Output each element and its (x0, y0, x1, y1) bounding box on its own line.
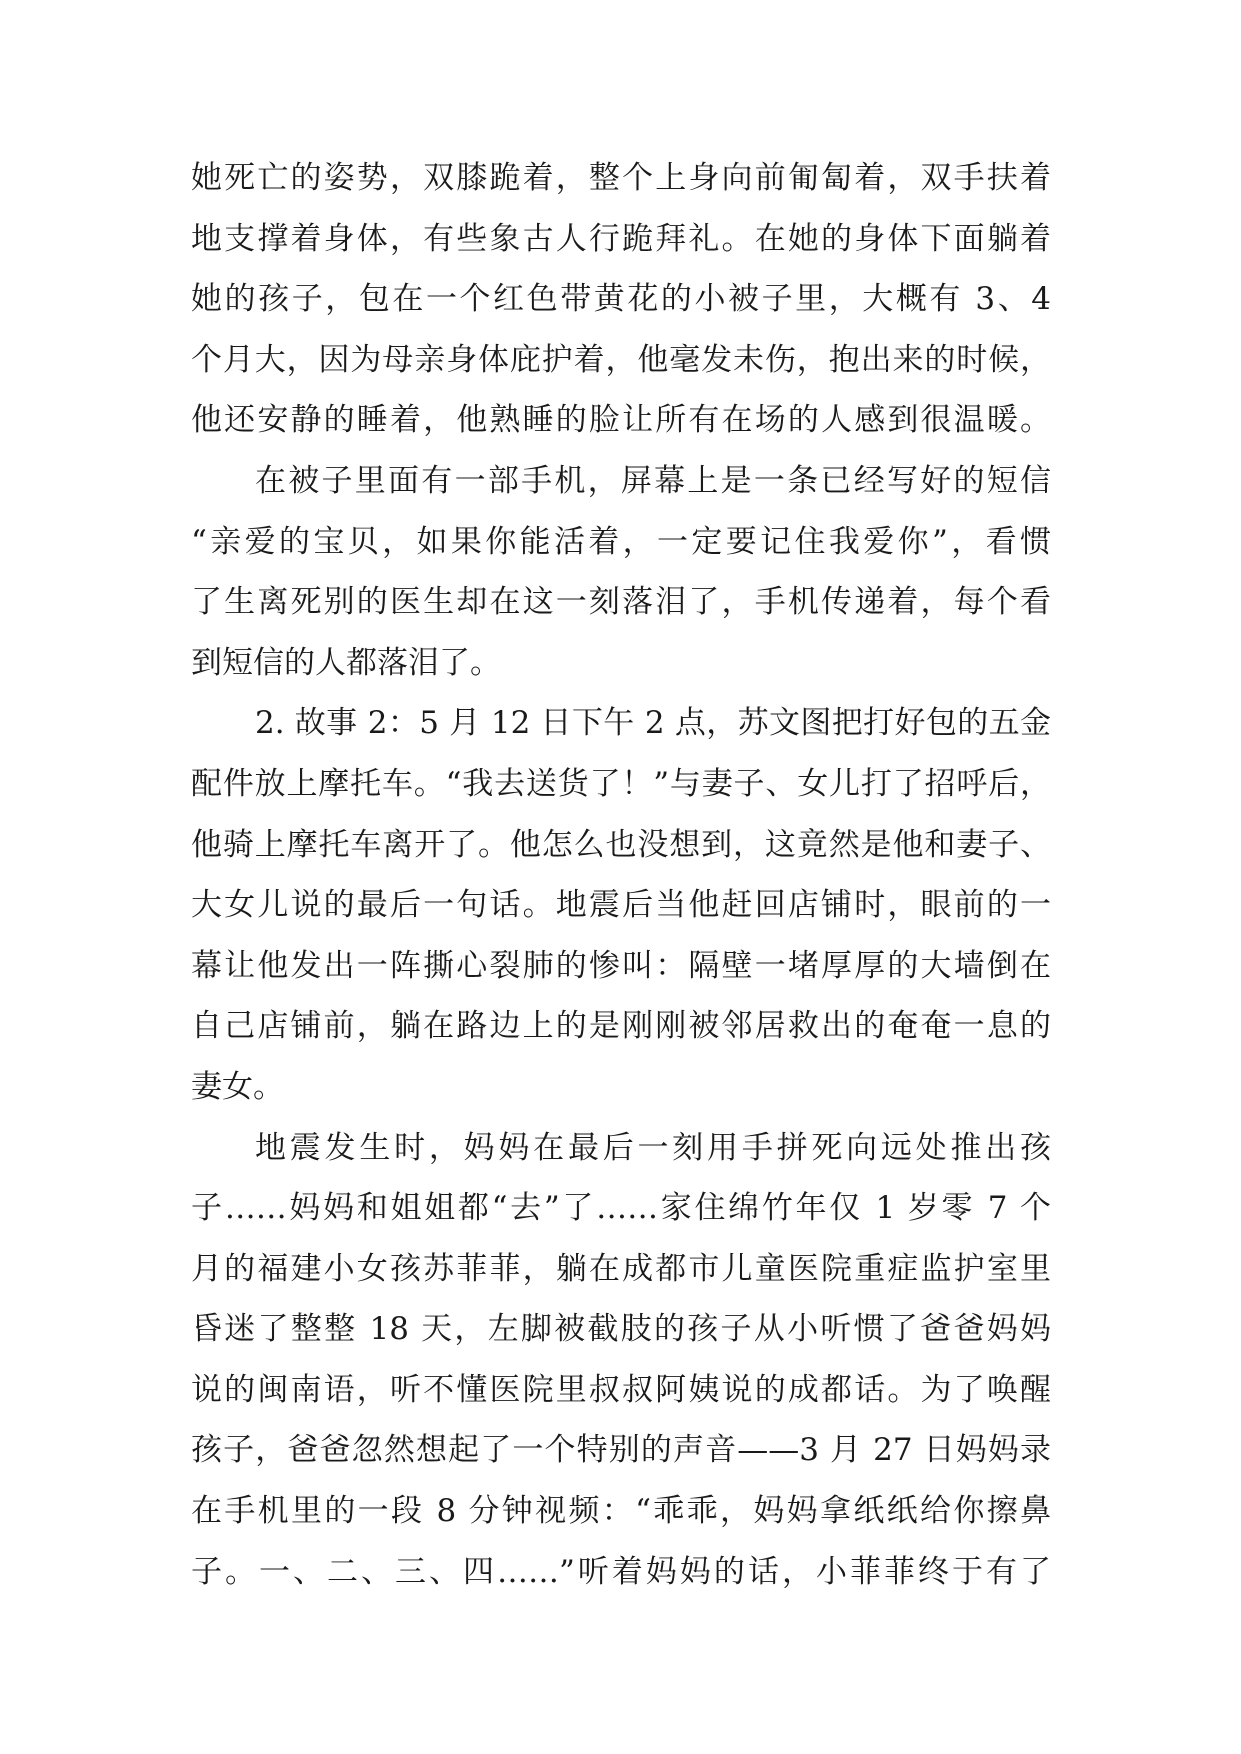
text-line: 孩子，爸爸忽然想起了一个特别的声音——3 月 27 日妈妈录 (191, 1432, 1051, 1469)
text-line: 个月大，因为母亲身体庇护着，他毫发未伤，抱出来的时候， (191, 341, 1051, 378)
text-line: 她的孩子，包在一个红色带黄花的小被子里，大概有 3、4 (191, 281, 1051, 318)
text-line: 在被子里面有一部手机，屏幕上是一条已经写好的短信 (255, 462, 1051, 499)
text-line: 配件放上摩托车。“我去送货了！”与妻子、女儿打了招呼后， (191, 765, 1051, 802)
text-line: 她死亡的姿势，双膝跪着，整个上身向前匍匐着，双手扶着 (191, 160, 1051, 196)
text-line: 他还安静的睡着，他熟睡的脸让所有在场的人感到很温暖。 (191, 402, 1051, 439)
text-line: 大女儿说的最后一句话。地震后当他赶回店铺时，眼前的一 (191, 887, 1051, 924)
text-line: 地支撑着身体，有些象古人行跪拜礼。在她的身体下面躺着 (191, 220, 1051, 257)
text-line: 幕让他发出一阵撕心裂肺的惨叫：隔壁一堵厚厚的大墙倒在 (191, 947, 1051, 984)
text-line: 地震发生时，妈妈在最后一刻用手拼死向远处推出孩 (255, 1129, 1051, 1166)
text-line: “亲爱的宝贝，如果你能活着，一定要记住我爱你”，看惯 (191, 523, 1051, 560)
text-line: 2. 故事 2：5 月 12 日下午 2 点，苏文图把打好包的五金 (255, 705, 1051, 742)
text-line: 月的福建小女孩苏菲菲，躺在成都市儿童医院重症监护室里 (191, 1250, 1051, 1287)
text-line: 了生离死别的医生却在这一刻落泪了，手机传递着，每个看 (191, 584, 1051, 621)
text-line: 在手机里的一段 8 分钟视频：“乖乖，妈妈拿纸纸给你擦鼻 (191, 1493, 1051, 1530)
paragraph-2 (191, 451, 1051, 693)
text-line: 子……妈妈和姐姐都“去”了……家住绵竹年仅 1 岁零 7 个 (191, 1190, 1051, 1227)
text-line: 到短信的人都落泪了。 (191, 644, 501, 681)
text-line: 子。一、二、三、四……”听着妈妈的话，小菲菲终于有了 (191, 1553, 1051, 1590)
text-line: 昏迷了整整 18 天，左脚被截肢的孩子从小听惯了爸爸妈妈 (191, 1311, 1051, 1348)
text-line: 他骑上摩托车离开了。他怎么也没想到，这竟然是他和妻子、 (191, 826, 1051, 863)
paragraph-4 (191, 1118, 1051, 1603)
paragraph-1 (191, 148, 1051, 451)
text-line: 自己店铺前，躺在路边上的是刚刚被邻居救出的奄奄一息的 (191, 1008, 1051, 1045)
paragraph-3 (191, 693, 1051, 1117)
text-line: 妻女。 (191, 1068, 284, 1105)
text-line: 说的闽南语，听不懂医院里叔叔阿姨说的成都话。为了唤醒 (191, 1371, 1051, 1408)
document-body (191, 148, 1051, 1602)
